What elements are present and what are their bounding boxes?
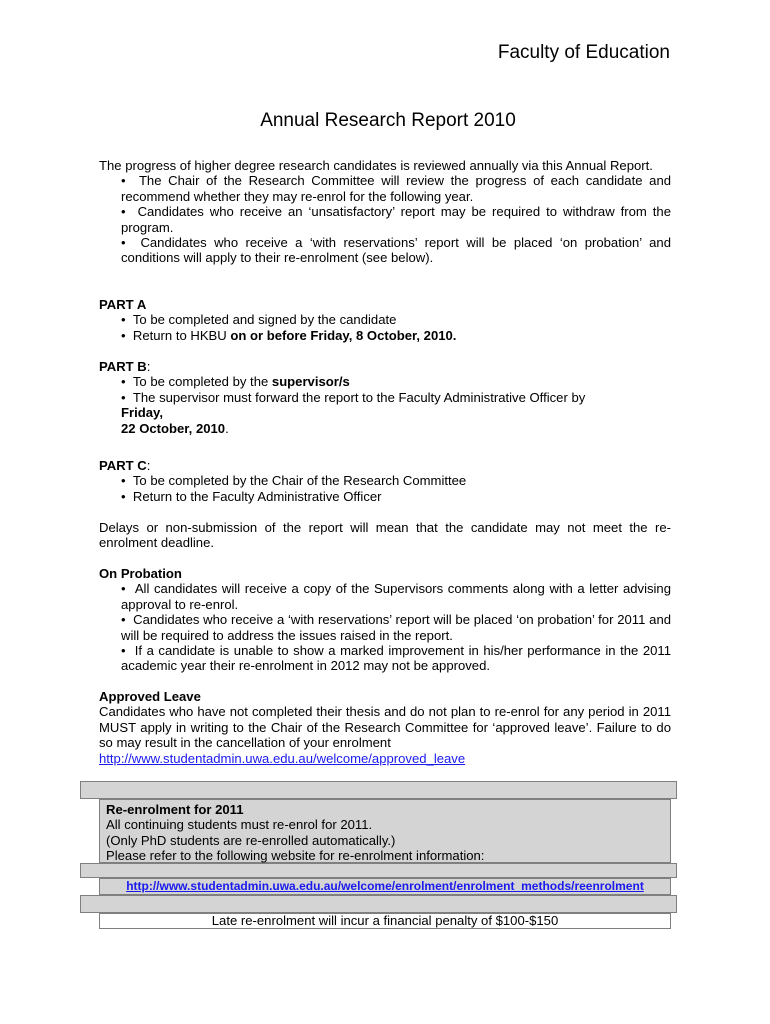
bullet-icon: •	[121, 204, 126, 220]
faculty-name: Faculty of Education	[497, 42, 670, 63]
probation-bullet: • If a candidate is unable to show a marked improvement in his/her performance in the 2011 academic year their re-enrolment in 2012 may not be approved.	[121, 643, 672, 674]
bullet-icon: •	[121, 235, 126, 251]
penalty-text: Late re-enrolment will incur a financial penalty of $100-$150	[211, 913, 559, 928]
part-b-heading: PART B:	[99, 359, 151, 374]
part-c-bullet: • To be completed by the Chair of the Research Committee	[121, 473, 467, 489]
bullet-icon: •	[121, 327, 126, 343]
part-a-section	[99, 297, 671, 343]
probation-bullet: • All candidates will receive a copy of the Supervisors comments along with a letter advising approval to re-enrol.	[121, 581, 671, 612]
approved-leave-heading: Approved Leave	[99, 689, 201, 704]
penalty-box	[99, 913, 671, 929]
part-a-bullet: • Return to HKBU on or before Friday, 8 October, 2010.	[121, 327, 457, 343]
intro-bullet: • Candidates who receive an ‘unsatisfactory’ report may be required to withdraw from the program.	[121, 204, 671, 235]
bullet-icon: •	[121, 374, 126, 390]
probation-section	[99, 566, 671, 674]
part-c-bullet: • Return to the Faculty Administrative Officer	[121, 488, 382, 504]
bullet-icon: •	[121, 581, 126, 597]
intro-section	[99, 158, 671, 266]
part-b-bullet: • To be completed by the supervisor/s	[121, 374, 350, 390]
bullet-icon: •	[121, 488, 126, 504]
reenrolment-box	[99, 799, 671, 863]
reenrolment-line: All continuing students must re-enrol for 2011.	[106, 817, 373, 833]
bullet-icon: •	[121, 173, 126, 189]
probation-bullet: • Candidates who receive a ‘with reservations’ report will be placed ‘on probation’ for 2011 and will be required to address the issues raised in the report.	[121, 612, 672, 643]
part-b-bullet: • The supervisor must forward the report to the Faculty Administrative Officer by Friday, 22 October, 2010.	[121, 389, 586, 436]
probation-heading: On Probation	[99, 566, 182, 581]
part-c-section	[99, 458, 671, 504]
intro-text: The progress of higher degree research candidates is reviewed annually via this Annual Report.	[99, 158, 653, 173]
bullet-icon: •	[121, 612, 126, 628]
bullet-icon: •	[121, 312, 126, 328]
gray-bar	[80, 781, 677, 799]
reenrolment-heading: Re-enrolment for 2011	[106, 802, 244, 817]
reenrolment-link-box	[99, 878, 671, 895]
gray-bar	[80, 895, 677, 913]
reenrolment-line: Please refer to the following website for re-enrolment information:	[106, 848, 485, 864]
bullet-icon: •	[121, 389, 126, 405]
intro-bullet: • Candidates who receive a ‘with reservations’ report will be placed ‘on probation’ and conditions will apply to their re-enrolment (see below).	[121, 235, 671, 266]
approved-leave-link[interactable]: http://www.studentadmin.uwa.edu.au/welcome/approved_leave	[99, 750, 466, 766]
gray-bar	[80, 863, 677, 878]
part-a-heading: PART A	[99, 297, 147, 312]
approved-leave-text: Candidates who have not completed their thesis and do not plan to re-enrol for any period in 2011 MUST apply in writing to the Chair of the Research Committee for ‘approved leave’. Failure to do so may result in the cancellation of your enrolment	[99, 704, 671, 751]
reenrolment-line: (Only PhD students are re-enrolled automatically.)	[106, 832, 396, 848]
approved-leave-section	[99, 689, 671, 766]
report-title: Annual Research Report 2010	[260, 110, 516, 131]
bullet-icon: •	[121, 473, 126, 489]
part-b-section	[99, 359, 671, 436]
part-c-heading: PART C:	[99, 458, 151, 473]
part-a-bullet: • To be completed and signed by the candidate	[121, 312, 397, 328]
reenrolment-link[interactable]: http://www.studentadmin.uwa.edu.au/welcome/enrolment/enrolment_methods/reenrolment	[126, 879, 644, 893]
intro-bullet: • The Chair of the Research Committee will review the progress of each candidate and recommend whether they may re-enrol for the following year.	[121, 173, 672, 204]
bullet-icon: •	[121, 643, 126, 659]
delays-text: Delays or non-submission of the report will mean that the candidate may not meet the re-enrolment deadline.	[99, 520, 671, 551]
